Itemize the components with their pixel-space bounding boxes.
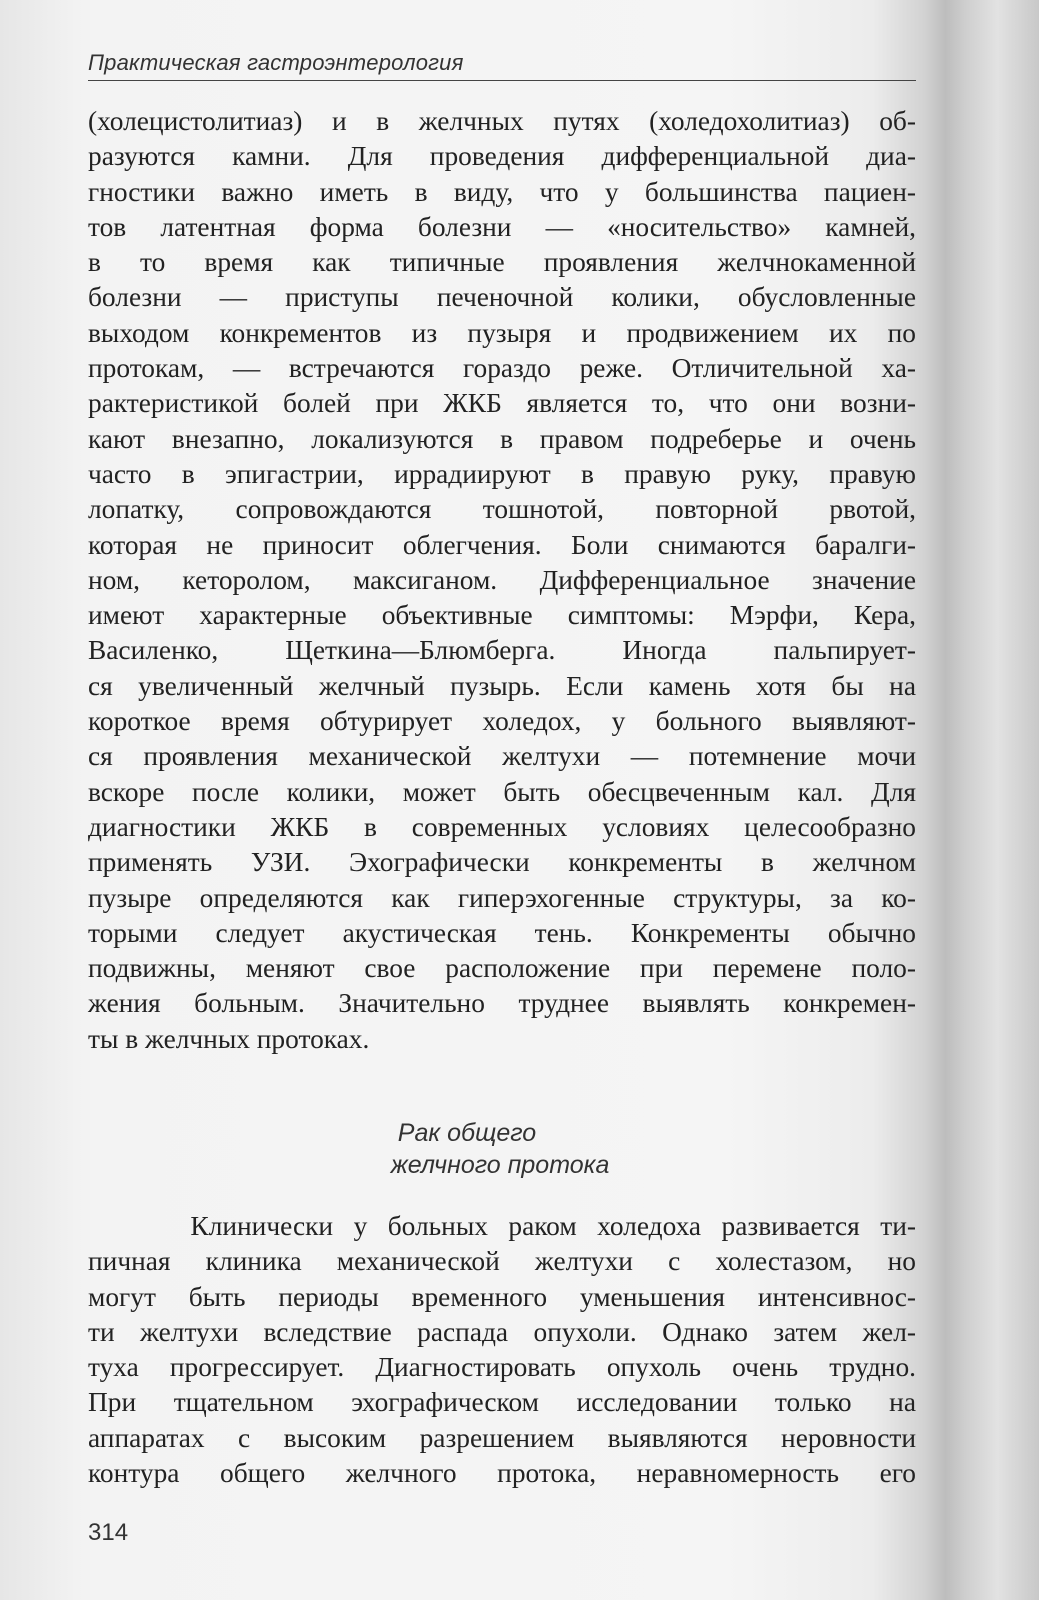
text-line: в то время как типичные проявления желчнокаменной: [88, 247, 916, 278]
text-line: протокам, — встречаются гораздо реже. Отличительной ха-: [88, 353, 916, 384]
text-line: короткое время обтурирует холедох, у больного выявляют-: [88, 706, 916, 737]
text-line: контура общего желчного протока, неравномерность его: [88, 1458, 916, 1489]
text-line: аппаратах с высоким разрешением выявляются неровности: [88, 1422, 916, 1453]
text-line: могут быть периоды временного уменьшения интенсивнос-: [88, 1281, 916, 1312]
text-line: лопатку, сопровождаются тошнотой, повторной рвотой,: [88, 494, 916, 525]
text-line: кают внезапно, локализуются в правом подреберье и очень: [88, 423, 916, 454]
text-line: имеют характерные объективные симптомы: Мэрфи, Кера,: [88, 600, 916, 631]
running-head: Практическая гастроэнтерология: [88, 50, 916, 81]
text-line: применять УЗИ. Эхографически конкременты в желчном: [88, 847, 916, 878]
text-line: подвижны, меняют свое расположение при перемене поло-: [88, 953, 916, 984]
paragraph-1: [88, 104, 916, 1057]
text-line: разуются камни. Для проведения дифференциальной диа-: [88, 141, 916, 172]
page-number: 314: [88, 1519, 129, 1546]
text-line: которая не приносит облегчения. Боли снимаются баралги-: [88, 529, 916, 560]
text-line: ти желтухи вследствие распада опухоли. Однако затем жел-: [88, 1316, 916, 1347]
text-line: При тщательном эхографическом исследовании только на: [88, 1387, 916, 1418]
text-line: рактеристикой болей при ЖКБ является то, что они возни-: [88, 388, 916, 419]
section-title: [88, 1117, 916, 1181]
text-line: гностики важно иметь в виду, что у большинства пациен-: [88, 176, 916, 207]
text-line: Клинически у больных раком холедоха развивается ти-: [88, 1211, 916, 1241]
text-line: болезни — приступы печеночной колики, обусловленные: [88, 282, 916, 313]
text-line: ся увеличенный желчный пузырь. Если камень хотя бы на: [88, 670, 916, 701]
section-title-line-2: желчного протока: [390, 1151, 610, 1179]
text-line: туха прогрессирует. Диагностировать опухоль очень трудно.: [88, 1352, 916, 1383]
text-line: Василенко, Щеткина—Блюмберга. Иногда пальпирует-: [88, 635, 916, 666]
text-line: (холецистолитиаз) и в желчных путях (холедохолитиаз) об-: [88, 106, 916, 136]
text-line: ты в желчных протоках.: [88, 1023, 370, 1054]
text-line: ся проявления механической желтухи — потемнение мочи: [88, 741, 916, 772]
paragraph-2: [88, 1209, 916, 1491]
text-line: пузыре определяются как гиперэхогенные структуры, за ко-: [88, 882, 916, 913]
text-line: диагностики ЖКБ в современных условиях целесообразно: [88, 811, 916, 842]
text-line: ном, кетоpолом, максиганом. Дифференциальное значение: [88, 564, 916, 595]
section-title-line-1: Рак общего: [397, 1119, 537, 1147]
text-line: торыми следует акустическая тень. Конкременты обычно: [88, 917, 916, 948]
text-line: пичная клиника механической желтухи с холестазом, но: [88, 1246, 916, 1277]
text-line: часто в эпигастрии, иррадиируют в правую руку, правую: [88, 458, 916, 489]
text-line: выходом конкрементов из пузыря и продвижением их по: [88, 317, 916, 348]
text-line: вскоре после колики, может быть обесцвеченным кал. Для: [88, 776, 916, 807]
text-line: тов латентная форма болезни — «носительство» камней,: [88, 211, 916, 242]
text-line: жения больным. Значительно труднее выявлять конкремен-: [88, 988, 916, 1019]
